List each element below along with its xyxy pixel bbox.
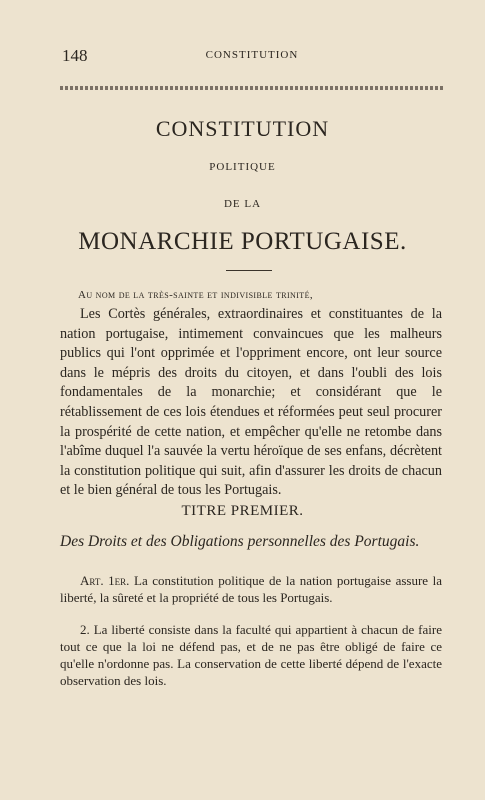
article-2: 2. La liberté consiste dans la faculté qui appartient à chacun de faire tout ce que la loi ne défend pas, et de ne pas être obligé de faire ce qu'elle n'ordonne pas. La conservation de cette liberté dépend de l'exacte observation des lois. xyxy=(60,622,442,688)
title-monarchie: MONARCHIE PORTUGAISE. xyxy=(78,228,407,255)
title-politique: POLITIQUE xyxy=(209,161,276,173)
invocation: Au nom de la très-sainte et indivisible trinité, xyxy=(78,289,314,301)
title-constitution: CONSTITUTION xyxy=(155,116,330,141)
article-1-label: Art. 1er. xyxy=(80,573,130,588)
ornamental-rule xyxy=(60,86,444,90)
title-de-la: DE LA xyxy=(223,198,262,210)
section-heading: Des Droits et des Obligations personnelles des Portugais. xyxy=(60,533,420,550)
preamble-paragraph: Les Cortès générales, extraordinaires et constituantes de la nation portugaise, intimement convaincues que les malheurs publics qui l'ont opprimée et l'oppriment encore, ont leur source dans le mépris des droits du citoyen, et dans l'oubli des lois fondamentales de la monarchie; et considérant que le rétablissement de ces lois étendues et réformées peut seul procurer la prospérité de cette nation, et empêcher qu'elle ne retombe dans l'abîme duquel l'a sauvée la vertu héroïque de ses enfans, décrètent la constitution politique qui suit, afin d'assurer les droits de chacun et le bien général de tous les Portugais. xyxy=(60,306,442,499)
page-number: 148 xyxy=(62,46,88,65)
short-divider xyxy=(226,270,272,271)
article-1 xyxy=(60,572,442,606)
article-1-text: La constitution politique de la nation portugaise assure la liberté, la sûreté et la propriété de tous les Portugais. xyxy=(60,573,443,605)
running-head xyxy=(62,46,442,64)
titre-premier: TITRE PREMIER. xyxy=(181,503,304,519)
running-title: CONSTITUTION xyxy=(205,49,299,61)
